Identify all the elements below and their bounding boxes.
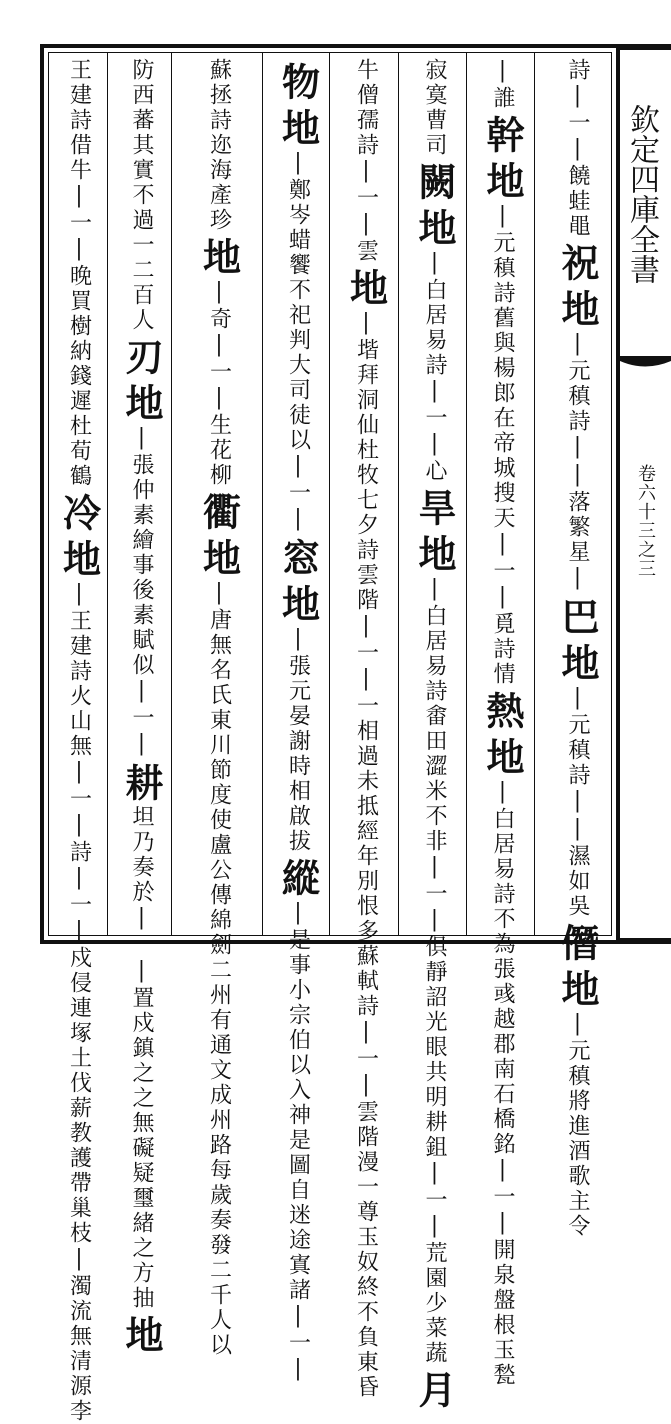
headword: 巴	[555, 597, 600, 635]
strip-top-band	[620, 44, 671, 50]
column-rule	[534, 52, 535, 936]
text-segment: |堦拜洞仙杜牧七夕詩雲階|一|一相過未	[353, 310, 379, 794]
column-rule	[466, 52, 467, 936]
headword: 熱	[480, 691, 525, 729]
text-segment: 俱靜詔光眼共明	[422, 935, 447, 1110]
text-segment: |白居易詩	[490, 779, 515, 907]
headword: 地	[555, 643, 600, 681]
fishtail-ornament	[620, 356, 671, 372]
headword: 地	[412, 208, 457, 246]
text-segment: 詩|一|	[565, 58, 590, 164]
text-segment: |落繁星|	[565, 462, 590, 593]
headword: 祝	[555, 243, 600, 281]
headword: 地	[555, 969, 600, 1007]
text-segment: |誰	[490, 58, 515, 111]
text-column-1	[542, 58, 612, 1239]
text-segment: 防西蕃其實不過一二百人	[129, 58, 154, 333]
text-segment: 牛僧孺詩|一|雲	[353, 58, 379, 264]
text-column-4	[333, 58, 398, 1400]
column-rule	[398, 52, 399, 936]
column-rule	[107, 52, 108, 936]
headword: 刃	[119, 337, 164, 375]
text-segment: |是事小宗伯以入神是圖	[285, 900, 311, 1178]
headword: 地	[119, 383, 164, 421]
headword: 地	[196, 237, 242, 275]
text-segment: |鄭岑蜡饗不祀判大司徒以|一|	[285, 150, 311, 534]
headword: 物	[275, 62, 321, 100]
text-column-3	[402, 58, 466, 1408]
text-segment: 寂寞曹司	[422, 58, 447, 158]
text-segment: |元稹將進酒歌主令	[565, 1011, 590, 1239]
headword: 旱	[412, 488, 457, 526]
text-segment: 之無礙疑璽緒之方抽	[129, 1086, 154, 1311]
text-segment: |奇|一|生花柳	[206, 279, 232, 488]
text-segment: 詩|一|戍侵連塚土伐薪教護帶巢枝	[66, 840, 92, 1246]
text-column-2	[470, 58, 534, 1388]
text-column-7	[111, 58, 171, 1353]
headword: 地	[275, 584, 321, 622]
text-segment: |白居易詩|一|心	[422, 250, 447, 484]
headword: 月	[412, 1370, 457, 1408]
text-column-6	[175, 58, 262, 1358]
text-segment: |元稹詩舊與楊郎在帝城搜天|一|覓詩情	[490, 203, 515, 687]
text-segment: |濁流無清源李	[66, 1246, 92, 1424]
text-segment: |唐無名氏東川節度使盧公傳綿劍二州有通文成州路每歲奏發二千人以	[206, 580, 232, 1358]
text-segment: |元稹詩|	[565, 331, 590, 462]
text-segment: 抵經年別恨多蘇軾詩|一|雲階漫一尊玉奴終不負東昏	[353, 794, 379, 1400]
headword: 耕	[119, 763, 164, 801]
juan-marker: 卷六十三之三	[635, 464, 656, 578]
text-segment: 饒蛙黽	[565, 164, 590, 239]
headword: 闕	[412, 162, 457, 200]
text-segment: 非|一|	[422, 829, 447, 935]
text-segment: |張元晏謝時相啟拔	[285, 626, 311, 854]
headword: 幹	[480, 115, 525, 153]
margin-strip	[620, 44, 671, 944]
text-column-5	[266, 58, 329, 1384]
book-title: 欽定四庫全書	[624, 104, 659, 284]
headword: 窓	[275, 538, 321, 576]
headword: 地	[480, 161, 525, 199]
headword: 地	[343, 268, 389, 306]
text-segment: |元稹詩|	[565, 685, 590, 816]
text-segment: 耕鉏|一|荒園少菜蔬	[422, 1110, 447, 1366]
headword: 冷	[56, 493, 102, 531]
column-rule	[329, 52, 330, 936]
headword: 地	[119, 1315, 164, 1353]
strip-bottom-band	[620, 938, 671, 944]
text-segment: 不為張彧越郡南石橋銘|一|開泉盤根玉甃	[490, 907, 515, 1388]
text-segment: |白居易詩畬田澀米不	[422, 576, 447, 829]
text-column-8	[50, 58, 107, 1424]
headword: 地	[480, 737, 525, 775]
headword: 僭	[555, 923, 600, 961]
text-segment: 坦乃奏於|一|置戍鎮之	[129, 805, 154, 1086]
column-rule	[171, 52, 172, 936]
headword: 衢	[196, 492, 242, 530]
headword: 縱	[275, 858, 321, 896]
headword: 地	[555, 289, 600, 327]
text-segment: 蘇拯詩迩海產珍	[206, 58, 232, 233]
headword: 地	[275, 108, 321, 146]
headword: 地	[412, 534, 457, 572]
headword: 地	[56, 539, 102, 577]
text-segment: |張仲素繪事後素賦似|一|	[129, 425, 154, 759]
column-rule	[262, 52, 263, 936]
text-segment: |濕如吳	[565, 816, 590, 919]
text-segment: 自迷途寘諸|一|	[285, 1178, 311, 1384]
text-segment: 王建詩借牛|一|晚買樹納錢遲杜荀鶴	[66, 58, 92, 489]
headword: 地	[196, 538, 242, 576]
text-segment: |王建詩火山無|一|	[66, 581, 92, 840]
